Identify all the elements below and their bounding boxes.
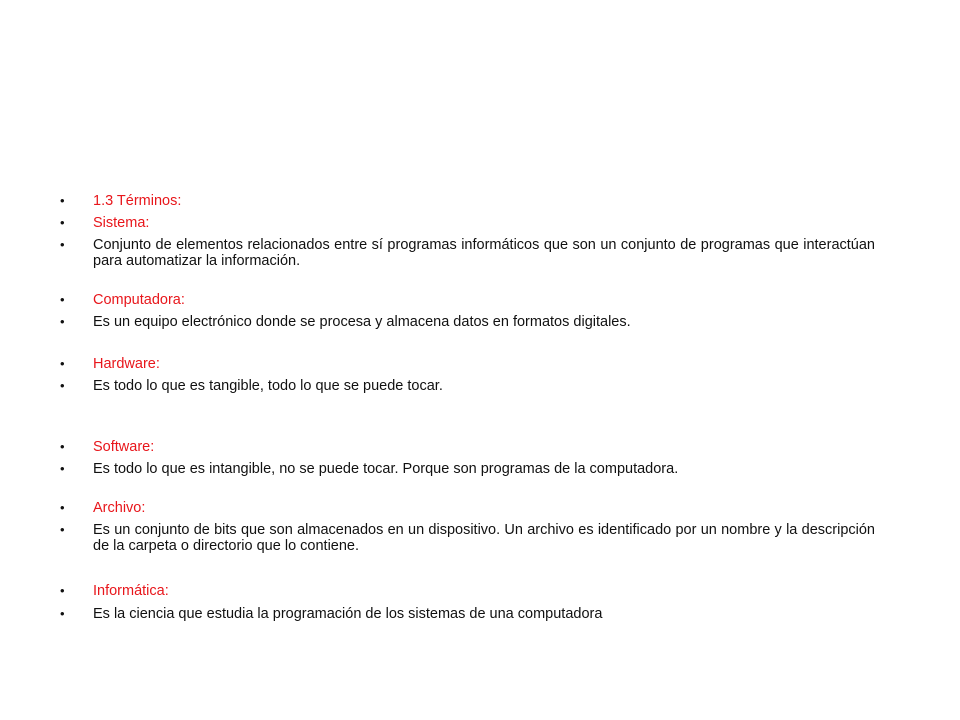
terms-heading: 1.3 Términos: [93, 193, 182, 209]
bullet-hardware-definition [60, 378, 880, 394]
bullet-dot: • [60, 378, 65, 393]
informatica-heading: Informática: [93, 583, 169, 599]
computadora-definition: Es un equipo electrónico donde se procesa y almacena datos en formatos digitales. [93, 314, 631, 330]
bullet-dot: • [60, 215, 65, 230]
bullet-software-definition [60, 461, 880, 477]
bullet-dot: • [60, 606, 65, 621]
bullet-informatica-heading [60, 583, 880, 599]
software-heading: Software: [93, 439, 155, 455]
archivo-heading: Archivo: [93, 500, 146, 516]
bullet-dot: • [60, 461, 65, 476]
bullet-dot: • [60, 193, 65, 208]
sistema-heading: Sistema: [93, 215, 150, 231]
bullet-archivo-heading [60, 500, 880, 516]
bullet-dot: • [60, 356, 65, 371]
hardware-definition: Es todo lo que es tangible, todo lo que se puede tocar. [93, 378, 443, 394]
archivo-definition: Es un conjunto de bits que son almacenados en un dispositivo. Un archivo es identificado por un nombre y la descripción de la carpeta o directorio que lo contiene. [93, 522, 875, 554]
bullet-informatica-definition [60, 606, 880, 622]
computadora-heading: Computadora: [93, 292, 185, 308]
bullet-archivo-definition [60, 522, 880, 554]
bullet-dot: • [60, 583, 65, 598]
bullet-dot: • [60, 237, 65, 252]
bullet-computadora-heading [60, 292, 880, 308]
bullet-software-heading [60, 439, 880, 455]
bullet-dot: • [60, 439, 65, 454]
bullet-hardware-heading [60, 356, 880, 372]
sistema-definition: Conjunto de elementos relacionados entre sí programas informáticos que son un conjunto de programas que interactúan para automatizar la información. [93, 237, 875, 269]
software-definition: Es todo lo que es intangible, no se puede tocar. Porque son programas de la computadora. [93, 461, 679, 477]
informatica-definition: Es la ciencia que estudia la programación de los sistemas de una computadora [93, 606, 603, 622]
bullet-dot: • [60, 314, 65, 329]
bullet-sistema-heading [60, 215, 880, 231]
bullet-sistema-definition [60, 237, 880, 269]
bullet-computadora-definition [60, 314, 880, 330]
bullet-dot: • [60, 292, 65, 307]
bullet-dot: • [60, 522, 65, 537]
bullet-dot: • [60, 500, 65, 515]
bullet-terms-heading [60, 193, 880, 209]
hardware-heading: Hardware: [93, 356, 160, 372]
